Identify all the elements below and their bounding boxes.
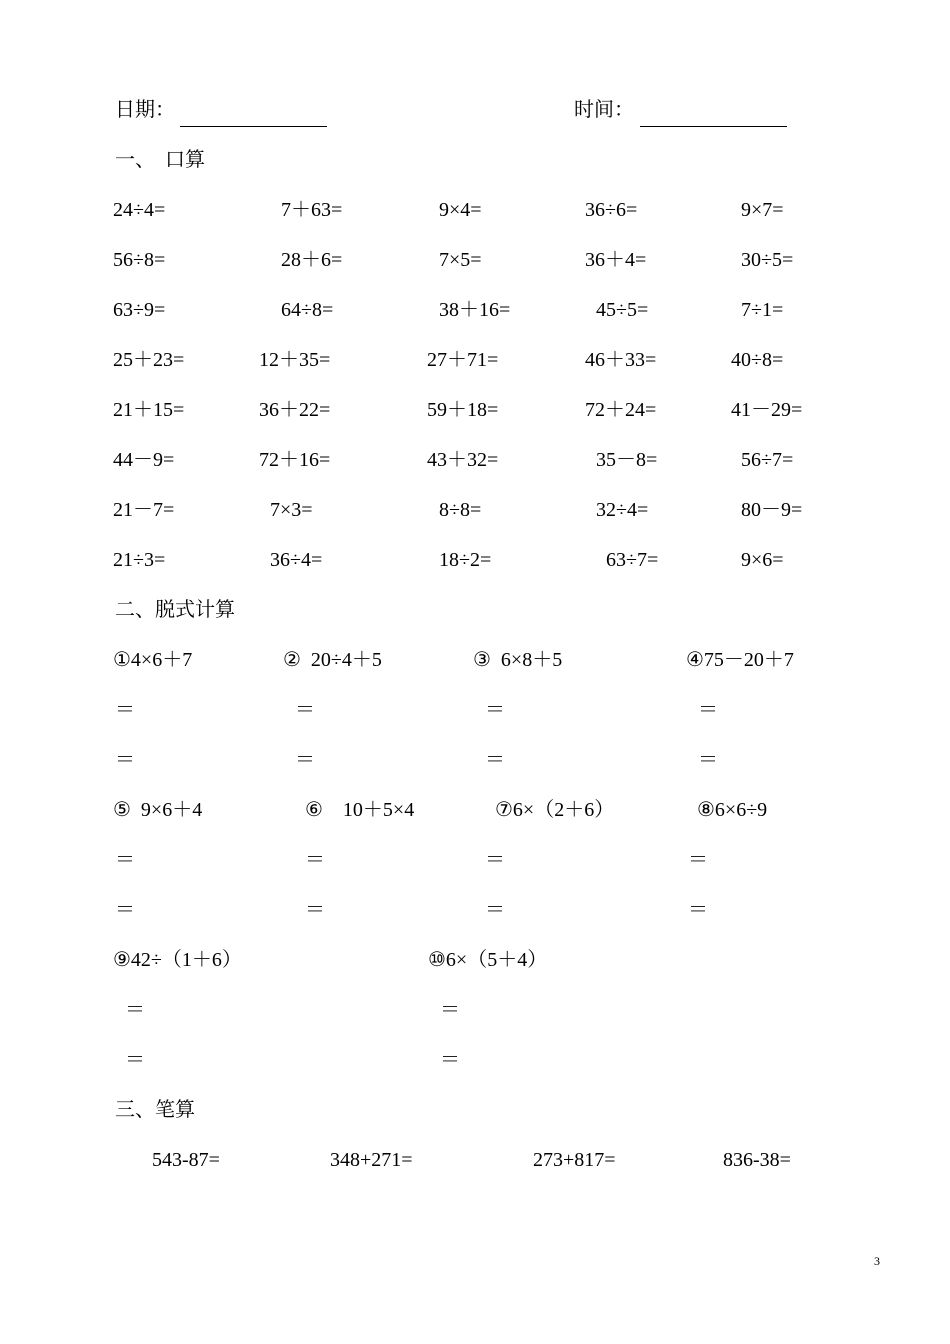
oral-problem: 7＋63= bbox=[281, 199, 343, 221]
oral-problem: 63÷9= bbox=[113, 299, 166, 321]
equals-sign: ＝ bbox=[688, 899, 708, 921]
equals-sign: ＝ bbox=[305, 849, 325, 871]
equals-sign: ＝ bbox=[485, 749, 505, 771]
oral-problem: 9×6= bbox=[741, 549, 784, 571]
oral-problem: 32÷4= bbox=[596, 499, 649, 521]
time-label: 时间： bbox=[574, 99, 634, 121]
oral-problem: 8÷8= bbox=[439, 499, 482, 521]
equals-sign: ＝ bbox=[115, 699, 135, 721]
oral-problem: 18÷2= bbox=[439, 549, 492, 571]
oral-problem: 27＋71= bbox=[427, 349, 499, 371]
oral-problem: 72＋24= bbox=[585, 399, 657, 421]
oral-problem: 40÷8= bbox=[731, 349, 784, 371]
oral-problem: 36÷4= bbox=[270, 549, 323, 571]
stepwise-problem: ② 20÷4＋5 bbox=[283, 649, 382, 671]
page-number: 3 bbox=[874, 1254, 880, 1268]
equals-sign: ＝ bbox=[485, 849, 505, 871]
oral-problem: 46＋33= bbox=[585, 349, 657, 371]
oral-problem: 56÷8= bbox=[113, 249, 166, 271]
oral-problem: 35－8= bbox=[596, 449, 658, 471]
section-3-title: 三、笔算 bbox=[115, 1099, 195, 1121]
date-blank-line[interactable] bbox=[180, 126, 327, 127]
oral-problem: 7÷1= bbox=[741, 299, 784, 321]
oral-problem: 36＋22= bbox=[259, 399, 331, 421]
stepwise-problem: ⑤ 9×6＋4 bbox=[113, 799, 203, 821]
oral-problem: 21＋15= bbox=[113, 399, 185, 421]
oral-problem: 28＋6= bbox=[281, 249, 343, 271]
stepwise-problem: ④75－20＋7 bbox=[686, 649, 794, 671]
oral-problem: 7×5= bbox=[439, 249, 482, 271]
equals-sign: ＝ bbox=[305, 899, 325, 921]
equals-sign: ＝ bbox=[125, 999, 145, 1021]
oral-problem: 7×3= bbox=[270, 499, 313, 521]
oral-problem: 21÷3= bbox=[113, 549, 166, 571]
oral-problem: 36＋4= bbox=[585, 249, 647, 271]
equals-sign: ＝ bbox=[698, 699, 718, 721]
equals-sign: ＝ bbox=[688, 849, 708, 871]
oral-problem: 21－7= bbox=[113, 499, 175, 521]
oral-problem: 25＋23= bbox=[113, 349, 185, 371]
stepwise-problem: ⑨42÷（1＋6） bbox=[113, 949, 242, 971]
oral-problem: 12＋35= bbox=[259, 349, 331, 371]
oral-problem: 41－29= bbox=[731, 399, 803, 421]
oral-problem: 30÷5= bbox=[741, 249, 794, 271]
equals-sign: ＝ bbox=[125, 1049, 145, 1071]
section-2-title: 二、脱式计算 bbox=[115, 599, 235, 621]
oral-problem: 9×4= bbox=[439, 199, 482, 221]
stepwise-problem: ①4×6＋7 bbox=[113, 649, 193, 671]
oral-problem: 64÷8= bbox=[281, 299, 334, 321]
written-problem: 273+817= bbox=[533, 1149, 616, 1171]
equals-sign: ＝ bbox=[115, 849, 135, 871]
stepwise-problem: ⑥ 10＋5×4 bbox=[305, 799, 415, 821]
equals-sign: ＝ bbox=[295, 699, 315, 721]
equals-sign: ＝ bbox=[440, 1049, 460, 1071]
oral-problem: 80－9= bbox=[741, 499, 803, 521]
oral-problem: 45÷5= bbox=[596, 299, 649, 321]
written-problem: 543-87= bbox=[152, 1149, 220, 1171]
equals-sign: ＝ bbox=[485, 699, 505, 721]
stepwise-problem: ⑦6×（2＋6） bbox=[495, 799, 615, 821]
oral-problem: 44－9= bbox=[113, 449, 175, 471]
section-1-title: 一、 口算 bbox=[115, 149, 205, 171]
oral-problem: 43＋32= bbox=[427, 449, 499, 471]
equals-sign: ＝ bbox=[485, 899, 505, 921]
oral-problem: 38＋16= bbox=[439, 299, 511, 321]
stepwise-problem: ③ 6×8＋5 bbox=[473, 649, 563, 671]
time-blank-line[interactable] bbox=[640, 126, 787, 127]
written-problem: 348+271= bbox=[330, 1149, 413, 1171]
written-problem: 836-38= bbox=[723, 1149, 791, 1171]
oral-problem: 56÷7= bbox=[741, 449, 794, 471]
equals-sign: ＝ bbox=[698, 749, 718, 771]
date-label: 日期： bbox=[115, 99, 175, 121]
equals-sign: ＝ bbox=[295, 749, 315, 771]
equals-sign: ＝ bbox=[115, 749, 135, 771]
equals-sign: ＝ bbox=[440, 999, 460, 1021]
oral-problem: 59＋18= bbox=[427, 399, 499, 421]
stepwise-problem: ⑧6×6÷9 bbox=[697, 799, 768, 821]
oral-problem: 63÷7= bbox=[606, 549, 659, 571]
oral-problem: 72＋16= bbox=[259, 449, 331, 471]
oral-problem: 36÷6= bbox=[585, 199, 638, 221]
oral-problem: 9×7= bbox=[741, 199, 784, 221]
stepwise-problem: ⑩6×（5＋4） bbox=[428, 949, 548, 971]
equals-sign: ＝ bbox=[115, 899, 135, 921]
oral-problem: 24÷4= bbox=[113, 199, 166, 221]
